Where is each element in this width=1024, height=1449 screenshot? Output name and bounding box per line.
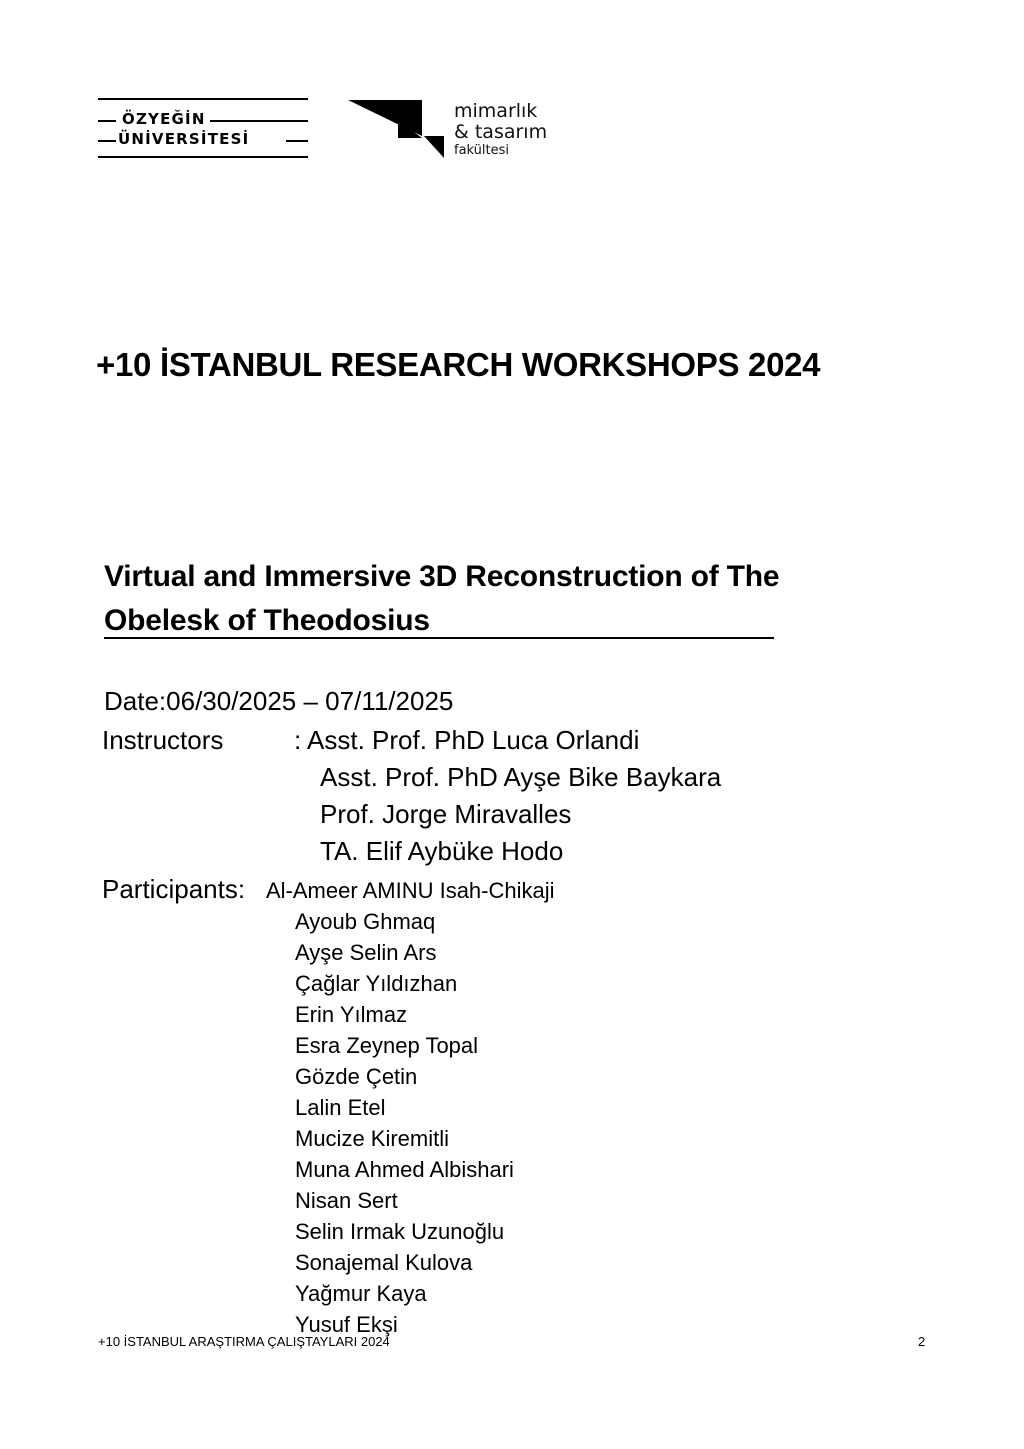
participant-item: Muna Ahmed Albishari xyxy=(295,1157,514,1182)
page-title: +10 İSTANBUL RESEARCH WORKSHOPS 2024 xyxy=(96,346,821,383)
participant-item: Erin Yılmaz xyxy=(295,1002,408,1027)
instructor-item: Asst. Prof. PhD Ayşe Bike Baykara xyxy=(320,762,722,792)
title-underline xyxy=(104,637,774,639)
logo-rule-right-2 xyxy=(286,140,308,142)
instructors-label: Instructors xyxy=(102,725,224,755)
participant-item: Esra Zeynep Topal xyxy=(295,1033,479,1058)
participant-item: Sonajemal Kulova xyxy=(295,1250,473,1275)
logo-word-ozyegin: ÖZYEĞİN xyxy=(122,110,206,128)
footer-text: +10 İSTANBUL ARAŞTIRMA ÇALIŞTAYLARI 2024 xyxy=(98,1334,390,1349)
participant-item: Yusuf Ekşi xyxy=(295,1312,398,1337)
logo-rule-right xyxy=(210,120,308,122)
participant-item: Nisan Sert xyxy=(295,1188,398,1213)
instructor-item: : Asst. Prof. PhD Luca Orlandi xyxy=(294,725,640,755)
instructor-item: TA. Elif Aybüke Hodo xyxy=(320,836,564,866)
participant-item: Al-Ameer AMINU Isah-Chikaji xyxy=(266,878,555,903)
ozyegin-university-logo xyxy=(98,98,308,160)
participant-item: Mucize Kiremitli xyxy=(295,1126,450,1151)
workshop-date: Date:06/30/2025 – 07/11/2025 xyxy=(104,686,454,716)
participant-item: Yağmur Kaya xyxy=(295,1281,427,1306)
participant-item: Çağlar Yıldızhan xyxy=(295,971,458,996)
participant-item: Selin Irmak Uzunoğlu xyxy=(295,1219,505,1244)
logo-rule-bottom xyxy=(98,156,308,158)
logo-rule-top xyxy=(98,98,308,100)
faculty-logo-line3: fakültesi xyxy=(454,143,510,158)
logo-rule-left xyxy=(98,120,116,122)
page-number: 2 xyxy=(918,1334,926,1349)
faculty-logo-mark xyxy=(348,98,448,160)
faculty-triangle-icon xyxy=(348,98,448,160)
participants-label: Participants: xyxy=(102,874,246,904)
participant-item: Ayoub Ghmaq xyxy=(295,909,436,934)
workshop-title-line1: Virtual and Immersive 3D Reconstruction of The xyxy=(104,560,780,593)
workshop-title-line2: Obelesk of Theodosius xyxy=(104,604,430,637)
faculty-logo-line1: mimarlık xyxy=(454,100,538,122)
logo-rule-left-2 xyxy=(98,140,116,142)
logo-word-universitesi: ÜNİVERSİTESİ xyxy=(118,130,250,148)
faculty-logo-line2: & tasarım xyxy=(454,121,548,143)
participant-item: Gözde Çetin xyxy=(295,1064,418,1089)
participant-item: Lalin Etel xyxy=(295,1095,386,1120)
instructor-item: Prof. Jorge Miravalles xyxy=(320,799,572,829)
participant-item: Ayşe Selin Ars xyxy=(295,940,437,965)
